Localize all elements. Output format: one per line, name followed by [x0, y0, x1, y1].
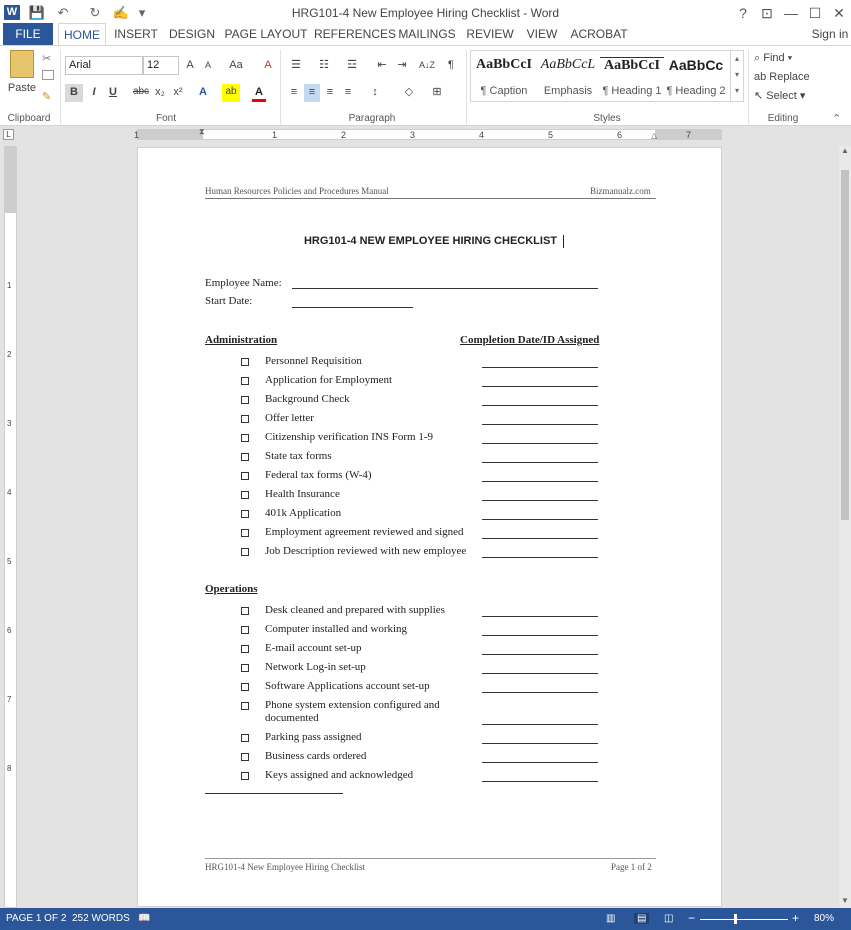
- style-caption-preview[interactable]: AaBbCcI: [475, 57, 532, 72]
- style-heading1-name[interactable]: ¶ Heading 1: [602, 85, 662, 97]
- checkbox-icon[interactable]: [241, 529, 249, 537]
- ruler-left-margin: [137, 129, 203, 140]
- ruler-number: 6: [617, 130, 623, 140]
- grow-font-button[interactable]: A: [186, 59, 194, 71]
- completion-date-field[interactable]: [482, 481, 598, 482]
- ruler-number: 4: [7, 488, 12, 497]
- checklist-item-label: Application for Employment: [265, 374, 393, 386]
- style-heading2-name[interactable]: ¶ Heading 2: [666, 85, 726, 97]
- checklist-item-label: Desk cleaned and prepared with supplies: [265, 604, 445, 616]
- show-formatting-icon[interactable]: ¶: [448, 59, 454, 71]
- completion-date-field[interactable]: [482, 654, 598, 655]
- checklist-item-label: Employment agreement reviewed and signed: [265, 526, 464, 538]
- checklist-item-label: Business cards ordered: [265, 750, 367, 762]
- sign-in-link[interactable]: Sign in: [811, 27, 849, 41]
- checklist-item-label: Job Description reviewed with new employee: [265, 545, 467, 557]
- window-title: HRG101-4 New Employee Hiring Checklist - Word: [291, 6, 560, 20]
- ruler-number: 7: [686, 130, 692, 140]
- status-bar: [0, 908, 851, 930]
- checklist-item-label: Personnel Requisition: [265, 355, 362, 367]
- cut-icon[interactable]: ✂: [42, 53, 52, 65]
- checklist-item-label: State tax forms: [265, 450, 332, 462]
- completion-heading: Completion Date/ID Assigned: [460, 334, 600, 346]
- checkbox-icon[interactable]: [241, 453, 249, 461]
- completion-date-field[interactable]: [482, 557, 598, 558]
- admin-heading: Administration: [205, 334, 278, 346]
- style-heading2-preview[interactable]: AaBbCc: [668, 57, 724, 73]
- ruler-top-margin: [5, 147, 16, 213]
- operations-heading: Operations: [205, 583, 258, 595]
- tab-home[interactable]: HOME: [58, 23, 106, 46]
- tab-file[interactable]: FILE: [3, 23, 53, 46]
- superscript-button[interactable]: x²: [173, 86, 183, 98]
- tab-page-layout[interactable]: PAGE LAYOUT: [224, 27, 308, 41]
- checklist-item-label: Citizenship verification INS Form 1-9: [265, 431, 434, 443]
- checklist-item-label: Network Log-in set-up: [265, 661, 366, 673]
- footer-rule: [205, 858, 656, 859]
- vertical-scrollbar[interactable]: [839, 146, 851, 908]
- checklist-item-label: Computer installed and working: [265, 623, 408, 635]
- underline-button[interactable]: U: [109, 86, 117, 98]
- checkbox-icon[interactable]: [241, 510, 249, 518]
- tab-references[interactable]: REFERENCES: [314, 27, 397, 41]
- borders-icon[interactable]: ⊞: [432, 86, 442, 98]
- proofing-icon[interactable]: 📖: [138, 913, 151, 924]
- ruler-number: 6: [7, 626, 12, 635]
- close-icon[interactable]: ✕: [833, 5, 845, 21]
- checkbox-icon[interactable]: [241, 664, 249, 672]
- checkbox-icon[interactable]: [241, 548, 249, 556]
- undo-icon[interactable]: ↶: [57, 5, 69, 20]
- zoom-level[interactable]: 80%: [814, 913, 835, 924]
- scroll-thumb[interactable]: [841, 170, 849, 520]
- checkbox-icon[interactable]: [241, 472, 249, 480]
- footer-right: Page 1 of 2: [611, 862, 652, 872]
- employee-name-field[interactable]: [292, 288, 598, 289]
- italic-button[interactable]: I: [92, 86, 96, 98]
- clear-formatting-button[interactable]: A: [264, 59, 272, 71]
- ribbon-display-options-icon[interactable]: ⊡: [761, 5, 773, 21]
- align-left-icon[interactable]: ≡: [290, 86, 298, 98]
- bold-button[interactable]: B: [65, 84, 83, 102]
- font-group-label: Font: [155, 113, 176, 124]
- sort-icon[interactable]: A↓Z: [418, 60, 435, 70]
- checklist-item-label: Software Applications account set-up: [265, 680, 430, 692]
- align-center-icon[interactable]: ≡: [304, 84, 320, 102]
- zoom-slider[interactable]: [700, 919, 788, 920]
- find-label: Find: [763, 52, 785, 64]
- completion-date-field[interactable]: [482, 538, 598, 539]
- group-separator: [280, 50, 281, 126]
- checklist-item-label: Keys assigned and acknowledged: [265, 769, 414, 781]
- restore-icon[interactable]: ☐: [808, 5, 822, 21]
- vertical-ruler[interactable]: [4, 146, 17, 908]
- completion-date-field[interactable]: [482, 762, 598, 763]
- checklist-item-label: Offer letter: [265, 412, 314, 424]
- styles-group-label: Styles: [593, 113, 621, 124]
- editing-group-label: Editing: [767, 113, 799, 124]
- select-label: Select: [766, 90, 797, 102]
- find-icon: ⌕: [754, 52, 764, 64]
- style-emphasis-preview[interactable]: AaBbCcL: [540, 57, 596, 72]
- group-separator: [466, 50, 467, 126]
- replace-button[interactable]: [754, 69, 824, 87]
- style-emphasis-name[interactable]: Emphasis: [543, 85, 593, 97]
- font-name-input[interactable]: Arial: [65, 56, 143, 75]
- ruler-number: 1: [134, 130, 140, 140]
- strikethrough-button[interactable]: abc: [132, 86, 150, 97]
- ruler-track: [137, 129, 722, 140]
- styles-scroll-icon[interactable]: ▴ ▾ ▾: [730, 51, 743, 101]
- ruler-number: 2: [7, 350, 12, 359]
- read-mode-icon[interactable]: ▥: [606, 913, 616, 924]
- help-icon[interactable]: ?: [739, 5, 747, 21]
- multilevel-list-icon[interactable]: ☲: [347, 59, 357, 71]
- header-right: Bizmanualz.com: [590, 186, 651, 196]
- completion-date-field[interactable]: [482, 724, 598, 725]
- checkbox-icon[interactable]: [241, 415, 249, 423]
- completion-date-field[interactable]: [482, 386, 598, 387]
- start-date-field[interactable]: [292, 307, 413, 308]
- checklist-item-label: E-mail account set-up: [265, 642, 362, 654]
- save-icon[interactable]: 💾: [28, 5, 46, 20]
- paragraph-group-label: Paragraph: [348, 113, 396, 124]
- completion-date-field[interactable]: [482, 424, 598, 425]
- header-left: Human Resources Policies and Procedures Manual: [205, 186, 389, 196]
- select-icon: ↖: [754, 90, 767, 102]
- checkbox-icon[interactable]: [241, 772, 249, 780]
- collapse-ribbon-icon[interactable]: ⌃: [832, 113, 842, 125]
- clipboard-group-label: Clipboard: [7, 113, 51, 124]
- paste-icon[interactable]: [10, 50, 34, 78]
- replace-label: Replace: [769, 71, 810, 83]
- subscript-button[interactable]: x₂: [155, 86, 165, 98]
- bullets-icon[interactable]: ☰: [291, 59, 301, 71]
- completion-date-field[interactable]: [482, 635, 598, 636]
- ruler-number: 5: [548, 130, 554, 140]
- shading-icon[interactable]: ◇: [404, 86, 414, 98]
- decrease-indent-icon[interactable]: ⇤: [377, 59, 387, 71]
- ruler-number: 7: [7, 695, 12, 704]
- completion-date-field[interactable]: [482, 500, 598, 501]
- ruler-number: 3: [7, 419, 12, 428]
- zoom-slider-thumb[interactable]: [734, 914, 737, 924]
- change-case-button[interactable]: Aa: [229, 59, 243, 71]
- font-size-input[interactable]: 12: [143, 56, 179, 75]
- ruler-number: 4: [479, 130, 485, 140]
- copy-icon[interactable]: [42, 70, 54, 80]
- touch-mode-icon[interactable]: ✍: [112, 5, 130, 20]
- horizontal-ruler[interactable]: [0, 127, 851, 142]
- checklist-item-label: Phone system extension configured and: [265, 699, 440, 711]
- web-layout-icon[interactable]: ◫: [664, 913, 674, 924]
- completion-date-field[interactable]: [482, 743, 598, 744]
- ruler-number: 3: [410, 130, 416, 140]
- zoom-in-button[interactable]: +: [792, 911, 800, 925]
- page-count[interactable]: PAGE 1 OF 2: [6, 913, 67, 924]
- completion-date-field[interactable]: [482, 673, 598, 674]
- header-rule: [205, 198, 656, 199]
- checkbox-icon[interactable]: [241, 702, 249, 710]
- checklist-item-label: Federal tax forms (W-4): [265, 469, 372, 481]
- ribbon-tabs: [0, 23, 851, 46]
- ruler-number: 1: [7, 281, 12, 290]
- find-button[interactable]: ⌕ Find ▾: [754, 52, 793, 64]
- ruler-number: 2: [341, 130, 347, 140]
- checkbox-icon[interactable]: [241, 607, 249, 615]
- checklist-item-label: Parking pass assigned: [265, 731, 362, 743]
- tab-insert[interactable]: INSERT: [114, 27, 158, 41]
- font-color-icon[interactable]: A: [252, 84, 266, 102]
- highlight-icon[interactable]: ab: [222, 84, 240, 102]
- checkbox-icon[interactable]: [241, 645, 249, 653]
- completion-date-field[interactable]: [482, 616, 598, 617]
- ruler-number: 5: [7, 557, 12, 566]
- checklist-item-label: Health Insurance: [265, 488, 340, 500]
- checklist-item-label: Background Check: [265, 393, 350, 405]
- text-effects-icon[interactable]: A: [199, 86, 207, 98]
- print-layout-icon[interactable]: ▤: [634, 913, 649, 924]
- completion-date-field[interactable]: [482, 367, 598, 368]
- checkbox-icon[interactable]: [241, 491, 249, 499]
- completion-date-field[interactable]: [482, 462, 598, 463]
- footer-left: HRG101-4 New Employee Hiring Checklist: [205, 862, 365, 872]
- scroll-down-icon[interactable]: ▼: [841, 896, 849, 905]
- text-cursor: [563, 235, 564, 248]
- signature-line: [205, 793, 343, 794]
- tab-design[interactable]: DESIGN: [168, 27, 215, 41]
- scroll-up-icon[interactable]: ▲: [841, 146, 849, 155]
- tab-acrobat[interactable]: ACROBAT: [570, 27, 628, 41]
- checkbox-icon[interactable]: [241, 626, 249, 634]
- zoom-out-button[interactable]: −: [688, 911, 696, 925]
- completion-date-field[interactable]: [482, 519, 598, 520]
- word-count[interactable]: 252 WORDS: [72, 913, 130, 924]
- checkbox-icon[interactable]: [241, 377, 249, 385]
- checkbox-icon[interactable]: [241, 683, 249, 691]
- ruler-number: 1: [272, 130, 278, 140]
- shrink-font-button[interactable]: A: [204, 60, 211, 70]
- checklist-item-label: documented: [265, 712, 319, 724]
- checklist-item-label: 401k Application: [265, 507, 342, 519]
- checkbox-icon[interactable]: [241, 434, 249, 442]
- completion-date-field[interactable]: [482, 405, 598, 406]
- completion-date-field[interactable]: [482, 443, 598, 444]
- tab-review[interactable]: REVIEW: [466, 27, 514, 41]
- justify-icon[interactable]: ≡: [344, 86, 352, 98]
- select-button[interactable]: ↖ Select ▾: [754, 90, 806, 102]
- tab-mailings[interactable]: MAILINGS: [398, 27, 456, 41]
- start-date-label: Start Date:: [205, 295, 253, 307]
- minimize-icon[interactable]: —: [784, 5, 798, 21]
- completion-date-field[interactable]: [482, 692, 598, 693]
- customize-toolbar-icon[interactable]: ▾: [138, 5, 146, 20]
- document-page[interactable]: [137, 147, 722, 907]
- align-right-icon[interactable]: ≡: [326, 86, 334, 98]
- style-heading1-preview[interactable]: AaBbCcI: [600, 57, 664, 74]
- increase-indent-icon[interactable]: ⇥: [397, 59, 407, 71]
- checkbox-icon[interactable]: [241, 734, 249, 742]
- line-spacing-icon[interactable]: ↕: [372, 86, 378, 98]
- indent-marker-icon[interactable]: ⧗: [199, 127, 205, 136]
- tab-view[interactable]: VIEW: [526, 27, 558, 41]
- right-indent-marker-icon[interactable]: △: [651, 131, 658, 140]
- document-title: HRG101-4 NEW EMPLOYEE HIRING CHECKLIST: [303, 235, 558, 247]
- redo-icon[interactable]: ↻: [89, 5, 101, 20]
- group-separator: [748, 50, 749, 126]
- replace-icon: ab: [754, 71, 770, 83]
- checkbox-icon[interactable]: [241, 358, 249, 366]
- ruler-number: 8: [7, 764, 12, 773]
- group-separator: [60, 50, 61, 126]
- completion-date-field[interactable]: [482, 781, 598, 782]
- tab-selector-icon[interactable]: L: [3, 129, 14, 140]
- checkbox-icon[interactable]: [241, 753, 249, 761]
- paste-button[interactable]: Paste: [7, 82, 37, 94]
- numbering-icon[interactable]: ☷: [319, 59, 329, 71]
- word-logo-icon: W: [4, 5, 20, 20]
- employee-name-label: Employee Name:: [205, 277, 282, 289]
- style-caption-name[interactable]: ¶ Caption: [480, 85, 528, 97]
- format-painter-icon[interactable]: ✎: [42, 91, 52, 103]
- checkbox-icon[interactable]: [241, 396, 249, 404]
